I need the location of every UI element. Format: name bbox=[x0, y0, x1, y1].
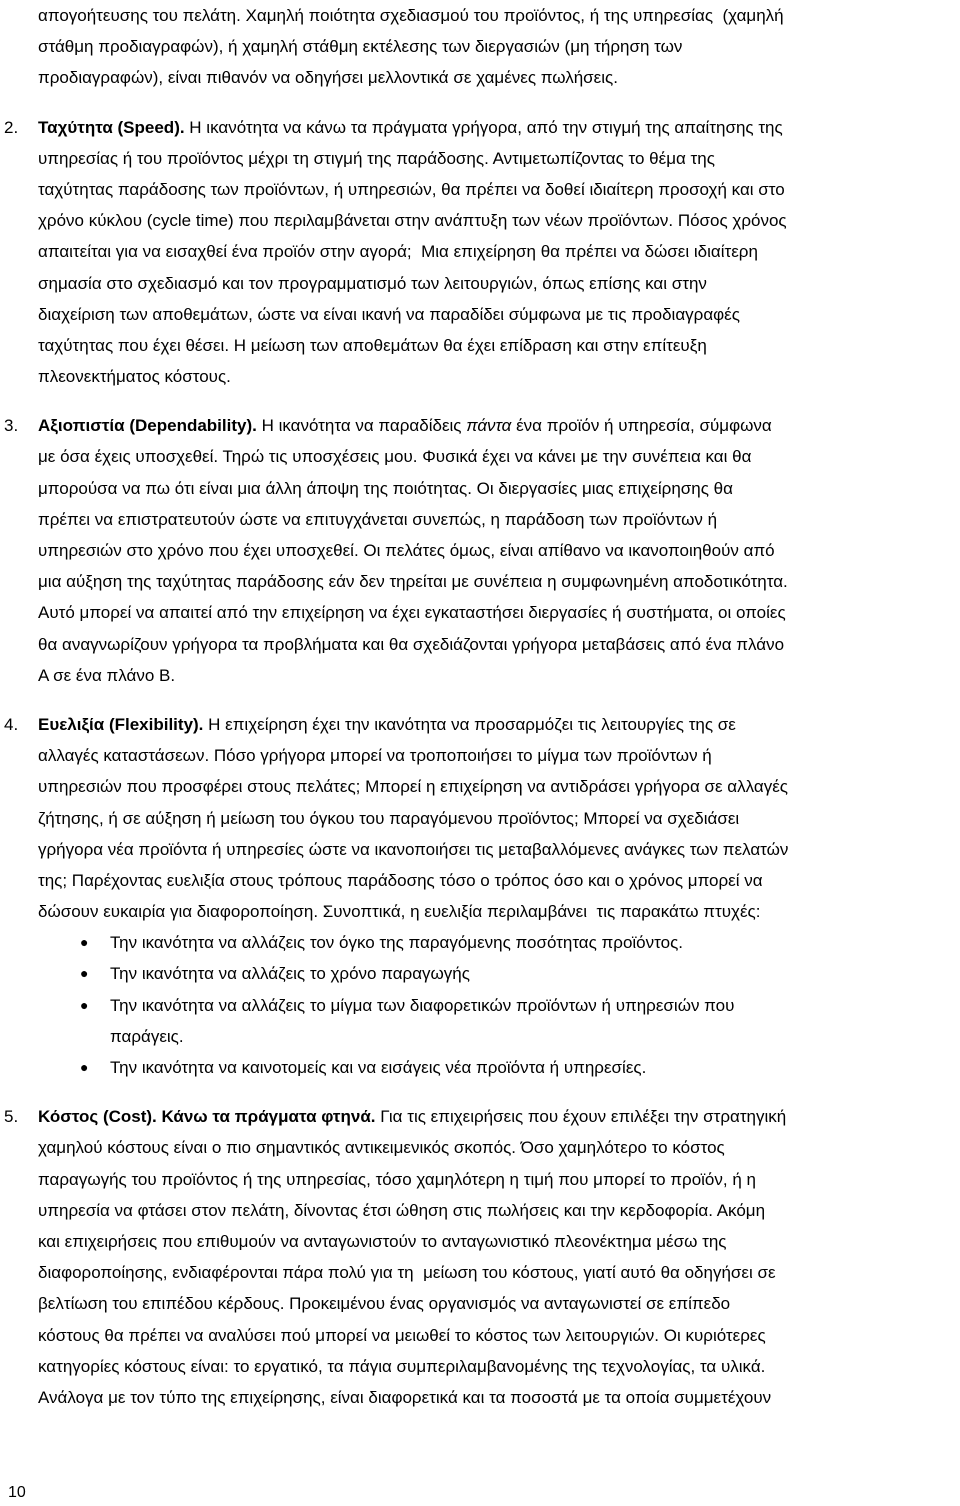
text-line: δώσουν ευκαιρία για διαφοροποίηση. Συνοπτικά, η ευελιξία περιλαμβάνει τις παρακάτω πτυχές: bbox=[38, 902, 761, 922]
text-line: Αυτό μπορεί να απαιτεί από την επιχείρηση να έχει εγκαταστήσει διεργασίες ή συστήματα, οι οποίες bbox=[38, 603, 786, 623]
bullet-text: Την ικανότητα να αλλάζεις το μίγμα των διαφορετικών προϊόντων ή υπηρεσιών που bbox=[110, 995, 735, 1015]
bullet-text: Την ικανότητα να καινοτομείς και να εισάγεις νέα προϊόντα ή υπηρεσίες. bbox=[110, 1058, 647, 1077]
page-number: 10 bbox=[8, 1484, 26, 1501]
text-line: ταχύτητας παράδοσης των προϊόντων, ή υπηρεσιών, θα πρέπει να δοθεί ιδιαίτερη προσοχή και στο bbox=[38, 179, 785, 199]
text-line: Η ικανότητα να παραδίδεις bbox=[256, 416, 467, 436]
list-item bbox=[38, 958, 938, 989]
section-number: 3. bbox=[4, 416, 19, 436]
section-number: 4. bbox=[4, 714, 19, 734]
text-line: πλεονεκτήματος κόστους. bbox=[38, 367, 231, 387]
list-item bbox=[38, 990, 938, 1021]
section-speed bbox=[4, 112, 938, 393]
text-line: σημασία στο σχεδιασμό και τον προγραμματισμό των λειτουργιών, όπως επίσης και στην bbox=[38, 273, 707, 293]
text-line: χρόνο κύκλου (cycle time) που περιλαμβάνεται στην ανάπτυξη των νέων προϊόντων. Πόσος χρόνος bbox=[38, 211, 787, 231]
text-line: χαμηλού κόστους είναι ο πιο σημαντικός αντικειμενικός σκοπός. Όσο χαμηλότερο το κόστος bbox=[38, 1138, 725, 1158]
text-line: ένα προϊόν ή υπηρεσία, σύμφωνα bbox=[511, 416, 772, 436]
text-line: υπηρεσιών στο χρόνο που έχει υποσχεθεί. Οι πελάτες όμως, είναι απίθανο να ικανοποιηθούν από bbox=[38, 541, 775, 560]
section-flexibility bbox=[4, 709, 938, 1083]
text-line: αλλαγές καταστάσεων. Πόσο γρήγορα μπορεί να τροποποιήσει το μίγμα των προϊόντων ή bbox=[38, 746, 712, 766]
section-dependability bbox=[4, 410, 938, 691]
text-line: Ανάλογα με τον τύπο της επιχείρησης, είναι διαφορετικά και τα ποσοστά με τα οποία συμμετέχουν bbox=[38, 1387, 772, 1407]
text-line: απογοήτευσης του πελάτη. Χαμηλή ποιότητα σχεδιασμού του προϊόντος, ή της υπηρεσίας (χαμηλή bbox=[38, 6, 784, 25]
section-number: 5. bbox=[4, 1107, 19, 1127]
text-line: Για τις επιχειρήσεις που έχουν επιλέξει την στρατηγική bbox=[375, 1107, 787, 1127]
bullet-list bbox=[38, 927, 938, 1083]
text-line: μια αύξηση της ταχύτητας παράδοσης εάν δεν τηρείται με συνέπεια η συμφωνημένη αποδοτικότητα. bbox=[38, 572, 788, 592]
text-line: διαχείριση των αποθεμάτων, ώστε να είναι ικανή να παραδίδει σύμφωνα με τις προδιαγραφές bbox=[38, 304, 740, 324]
text-line: απαιτείται για να εισαχθεί ένα προϊόν στην αγορά; Μια επιχείρηση θα πρέπει να δώσει ιδιαίτερη bbox=[38, 242, 758, 262]
intro-paragraph bbox=[38, 0, 938, 94]
section-title: Ευελιξία (Flexibility). bbox=[38, 714, 204, 734]
section-cost bbox=[4, 1101, 938, 1413]
text-line: της; Παρέχοντας ευελιξία στους τρόπους παράδοσης τόσο ο τρόπος όσο και ο χρόνος μπορεί να bbox=[38, 870, 763, 890]
bullet-text: παράγεις. bbox=[110, 1026, 184, 1046]
text-line: μπορούσα να πω ότι είναι μια άλλη άποψη της ποιότητας. Οι διεργασίες μιας επιχείρησης θα bbox=[38, 478, 733, 498]
text-line: κόστους θα πρέπει να αναλύσει πού μπορεί να μειωθεί το κόστος των λειτουργιών. Οι κυριότερες bbox=[38, 1325, 766, 1345]
text-line: παραγωγής του προϊόντος ή της υπηρεσίας, τόσο χαμηλότερη η τιμή που μπορεί το προϊόν, ή η bbox=[38, 1169, 756, 1189]
text-line: στάθμη προδιαγραφών), ή χαμηλή στάθμη εκτέλεσης των διεργασιών (μη τήρηση των bbox=[38, 37, 683, 57]
bullet-icon: ● bbox=[80, 1059, 89, 1075]
page-content bbox=[4, 0, 938, 1413]
bullet-text: Την ικανότητα να αλλάζεις το χρόνο παραγωγής bbox=[110, 964, 470, 984]
bullet-text: Την ικανότητα να αλλάζεις τον όγκο της παραγόμενης ποσότητας προϊόντος. bbox=[110, 933, 683, 953]
text-line: Η ικανότητα να κάνω τα πράγματα γρήγορα, από την στιγμή της απαίτησης της bbox=[184, 117, 783, 137]
section-title: Κόστος (Cost). Κάνω τα πράγματα φτηνά. bbox=[38, 1107, 376, 1127]
bullet-icon: ● bbox=[80, 996, 89, 1013]
bullet-icon: ● bbox=[80, 965, 89, 982]
list-item bbox=[38, 1052, 938, 1083]
text-line: βελτίωση του επιπέδου κέρδους. Προκειμένου ένας οργανισμός να ανταγωνιστεί σε επίπεδο bbox=[38, 1294, 731, 1314]
section-title: Ταχύτητα (Speed). bbox=[38, 117, 185, 137]
text-line: ζήτησης, ή σε αύξηση ή μείωση του όγκου του παραγόμενου προϊόντος; Μπορεί να σχεδιάσει bbox=[38, 808, 740, 828]
text-line: γρήγορα νέα προϊόντα ή υπηρεσίες ώστε να ικανοποιήσει τις μεταβαλλόμενες ανάγκες των πελατών bbox=[38, 839, 789, 859]
text-line: κατηγορίες κόστους είναι: το εργατικό, τα πάγια συμπεριλαμβανομένης της τεχνολογίας, τα υλικά. bbox=[38, 1356, 766, 1376]
text-line: διαφοροποίησης, ενδιαφέρονται πάρα πολύ για τη μείωση του κόστους, γιατί αυτό θα οδηγήσει σε bbox=[38, 1263, 776, 1283]
text-line: και επιχειρήσεις που επιθυμούν να ανταγωνιστούν το ανταγωνιστικό πλεονέκτημα μέσω της bbox=[38, 1231, 727, 1251]
emphasis-text: πάντα bbox=[466, 416, 512, 436]
text-line: Η επιχείρηση έχει την ικανότητα να προσαρμόζει τις λειτουργίες της σε bbox=[203, 714, 736, 734]
text-line: προδιαγραφών), είναι πιθανόν να οδηγήσει μελλοντικά σε χαμένες πωλήσεις. bbox=[38, 68, 618, 88]
text-line: θα αναγνωρίζουν γρήγορα τα προβλήματα και θα σχεδιάζονται γρήγορα μεταβάσεις από ένα πλάνο bbox=[38, 634, 785, 654]
bullet-icon: ● bbox=[80, 934, 89, 951]
section-number: 2. bbox=[4, 117, 19, 137]
text-line: Α σε ένα πλάνο Β. bbox=[38, 665, 176, 685]
section-title: Αξιοπιστία (Dependability). bbox=[38, 416, 257, 436]
list-item bbox=[38, 927, 938, 958]
text-line: πρέπει να επιστρατευτούν ώστε να επιτυγχάνεται συνεπώς, η παράδοση των προϊόντων ή bbox=[38, 509, 718, 529]
text-line: με όσα έχεις υποσχεθεί. Τηρώ τις υποσχέσεις μου. Φυσικά έχει να κάνει με την συνέπεια και θα bbox=[38, 447, 752, 467]
text-line: ταχύτητας που έχει θέσει. Η μείωση των αποθεμάτων θα έχει επίδραση και στην επίτευξη bbox=[38, 335, 707, 355]
text-line: υπηρεσία να φτάσει στον πελάτη, δίνοντας έτσι ώθηση στις πωλήσεις και την κερδοφορία. Ακόμη bbox=[38, 1200, 766, 1220]
text-line: υπηρεσιών που προσφέρει στους πελάτες; Μπορεί η επιχείρηση να αντιδράσει γρήγορα σε αλλαγές bbox=[38, 777, 788, 797]
text-line: υπηρεσίας ή του προϊόντος μέχρι τη στιγμή της παράδοσης. Αντιμετωπίζοντας το θέμα της bbox=[38, 148, 715, 168]
